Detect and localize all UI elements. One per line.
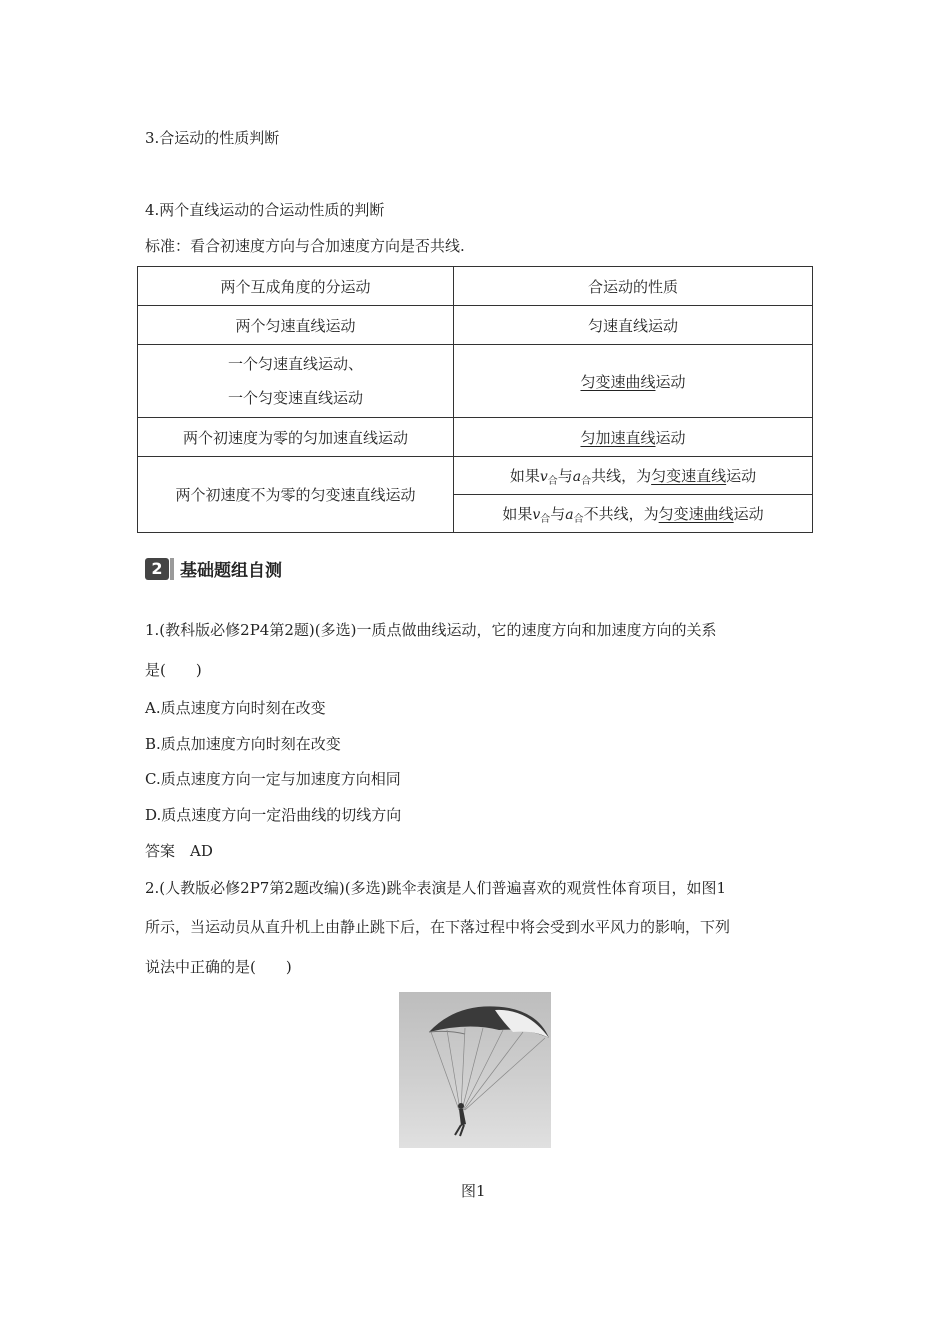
section-bar [170,558,174,580]
table-header: 两个互成角度的分运动 [138,267,454,306]
figure-caption: 图1 [461,1182,486,1200]
question-2-text: 2.(人教版必修2P7第2题改编)(多选)跳伞表演是人们普遍喜欢的观赏性体育项目，如图1 [145,879,726,897]
heading-3: 3.合运动的性质判断 [145,129,280,147]
table-cell: 如果$v_合$与$a_合$不共线，为匀变速曲线运动 [454,495,813,533]
question-2-text: 说法中正确的是( ) [145,958,292,976]
cell-line: 一个匀速直线运动、 [227,355,363,373]
cell-line: 一个匀变速直线运动 [227,389,363,407]
table-cell: 如果$v_合$与$a_合$共线，为匀变速直线运动 [454,457,813,495]
underlined-answer: 匀变速曲线 [580,372,656,391]
underlined-answer: 匀加速直线 [580,428,656,447]
parachutist-illustration [399,992,551,1148]
option-a: A.质点速度方向时刻在改变 [145,699,326,717]
table-cell: 两个初速度不为零的匀变速直线运动 [138,457,454,533]
table-header: 合运动的性质 [454,267,813,306]
table-row [138,267,813,306]
parachute-photo [399,992,551,1148]
option-b: B.质点加速度方向时刻在改变 [145,735,341,753]
question-2-text: 所示，当运动员从直升机上由静止跳下后，在下落过程中将会受到水平风力的影响，下列 [145,918,731,936]
motion-property-table [137,266,813,533]
standard-text: 标准：看合初速度方向与合加速度方向是否共线. [145,237,465,255]
table-row [138,457,813,495]
question-1-text: 1.(教科版必修2P4第2题)(多选)一质点做曲线运动，它的速度方向和加速度方向的关系 [145,621,717,639]
section-label: 基础题组自测 [180,561,282,581]
table-cell: 两个初速度为零的匀加速直线运动 [138,418,454,457]
option-c: C.质点速度方向一定与加速度方向相同 [145,770,401,788]
question-1-text: 是( ) [145,661,202,679]
section-title [145,556,282,581]
table-row [138,345,813,418]
table-cell: 匀加速直线运动 [454,418,813,457]
table-cell [138,345,454,418]
answer: 答案 AD [145,842,213,860]
heading-4: 4.两个直线运动的合运动性质的判断 [145,201,385,219]
underlined-answer: 匀变速曲线 [658,504,734,523]
underlined-answer: 匀变速直线 [651,466,727,485]
table-cell: 两个匀速直线运动 [138,306,454,345]
option-d: D.质点速度方向一定沿曲线的切线方向 [145,806,402,824]
table-row [138,418,813,457]
table-row [138,306,813,345]
table-cell: 匀变速曲线运动 [454,345,813,418]
table-cell: 匀速直线运动 [454,306,813,345]
section-number-badge: 2 [145,558,169,580]
